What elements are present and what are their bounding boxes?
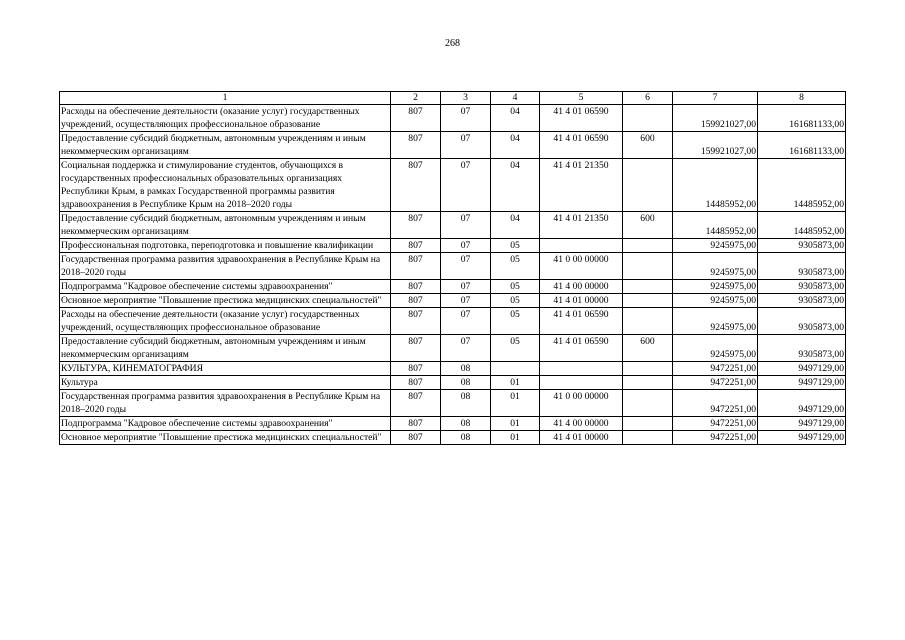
target-code-cell: 41 4 01 00000 [540, 294, 623, 308]
section-code-cell: 07 [441, 335, 491, 362]
section-code-cell: 07 [441, 239, 491, 253]
table-row [60, 362, 846, 376]
amount-year1-cell: 9245975,00 [673, 335, 758, 362]
row-name-cell: Государственная программа развития здравоохранения в Республике Крым на 2018–2020 годы [60, 390, 391, 417]
amount-year2-cell: 9305873,00 [758, 308, 846, 335]
column-number: 7 [673, 92, 758, 105]
row-name-cell: Подпрограмма "Кадровое обеспечение системы здравоохранения" [60, 280, 391, 294]
table-row [60, 335, 846, 362]
section-code-cell: 08 [441, 417, 491, 431]
glav-code-cell: 807 [391, 280, 441, 294]
subsection-code-cell: 04 [491, 212, 540, 239]
section-code-cell: 07 [441, 212, 491, 239]
subsection-code-cell: 04 [491, 132, 540, 159]
table-row [60, 431, 846, 445]
glav-code-cell: 807 [391, 294, 441, 308]
expense-type-cell [623, 294, 673, 308]
row-name-cell: Подпрограмма "Кадровое обеспечение системы здравоохранения" [60, 417, 391, 431]
amount-year2-cell: 9305873,00 [758, 239, 846, 253]
target-code-cell: 41 4 00 00000 [540, 417, 623, 431]
glav-code-cell: 807 [391, 239, 441, 253]
target-code-cell: 41 4 01 06590 [540, 105, 623, 132]
section-code-cell: 07 [441, 105, 491, 132]
amount-year1-cell: 9245975,00 [673, 280, 758, 294]
expense-type-cell: 600 [623, 212, 673, 239]
amount-year2-cell: 161681133,00 [758, 132, 846, 159]
target-code-cell: 41 0 00 00000 [540, 390, 623, 417]
table-row [60, 376, 846, 390]
page-number: 268 [445, 38, 460, 49]
amount-year2-cell: 161681133,00 [758, 105, 846, 132]
row-name-cell: Социальная поддержка и стимулирование студентов, обучающихся в государственных профессиональных образовательных организациях Республики Крым, в рамках Государственной программы развития здравоохранения в Республике Крым на 2018–2020 годы [60, 159, 391, 212]
glav-code-cell: 807 [391, 431, 441, 445]
table-row [60, 253, 846, 280]
row-name-cell: Культура [60, 376, 391, 390]
amount-year2-cell: 9497129,00 [758, 417, 846, 431]
section-code-cell: 08 [441, 431, 491, 445]
amount-year1-cell: 9472251,00 [673, 417, 758, 431]
subsection-code-cell: 05 [491, 308, 540, 335]
glav-code-cell: 807 [391, 390, 441, 417]
table-row [60, 390, 846, 417]
amount-year1-cell: 14485952,00 [673, 212, 758, 239]
row-name-cell: Предоставление субсидий бюджетным, автономным учреждениям и иным некоммерческим организациям [60, 132, 391, 159]
amount-year2-cell: 9305873,00 [758, 294, 846, 308]
amount-year2-cell: 9497129,00 [758, 390, 846, 417]
section-code-cell: 08 [441, 390, 491, 417]
amount-year2-cell: 9497129,00 [758, 431, 846, 445]
subsection-code-cell: 01 [491, 376, 540, 390]
budget-table [59, 91, 846, 445]
expense-type-cell [623, 417, 673, 431]
target-code-cell [540, 239, 623, 253]
amount-year2-cell: 9497129,00 [758, 376, 846, 390]
row-name-cell: Расходы на обеспечение деятельности (оказание услуг) государственных учреждений, осуществляющих профессиональное образование [60, 308, 391, 335]
target-code-cell: 41 4 01 21350 [540, 212, 623, 239]
glav-code-cell: 807 [391, 105, 441, 132]
column-number-row [60, 92, 846, 105]
section-code-cell: 07 [441, 294, 491, 308]
glav-code-cell: 807 [391, 132, 441, 159]
amount-year1-cell: 14485952,00 [673, 159, 758, 212]
target-code-cell: 41 0 00 00000 [540, 253, 623, 280]
subsection-code-cell: 05 [491, 294, 540, 308]
row-name-cell: Предоставление субсидий бюджетным, автономным учреждениям и иным некоммерческим организациям [60, 335, 391, 362]
amount-year2-cell: 9305873,00 [758, 335, 846, 362]
expense-type-cell [623, 253, 673, 280]
expense-type-cell: 600 [623, 132, 673, 159]
glav-code-cell: 807 [391, 335, 441, 362]
amount-year1-cell: 159921027,00 [673, 132, 758, 159]
section-code-cell: 07 [441, 308, 491, 335]
subsection-code-cell: 05 [491, 280, 540, 294]
subsection-code-cell: 04 [491, 159, 540, 212]
amount-year2-cell: 9305873,00 [758, 253, 846, 280]
expense-type-cell: 600 [623, 335, 673, 362]
subsection-code-cell: 01 [491, 417, 540, 431]
column-number: 5 [540, 92, 623, 105]
amount-year2-cell: 9497129,00 [758, 362, 846, 376]
glav-code-cell: 807 [391, 159, 441, 212]
subsection-code-cell: 05 [491, 253, 540, 280]
amount-year1-cell: 9245975,00 [673, 308, 758, 335]
target-code-cell: 41 4 01 00000 [540, 431, 623, 445]
expense-type-cell [623, 159, 673, 212]
subsection-code-cell: 04 [491, 105, 540, 132]
section-code-cell: 07 [441, 280, 491, 294]
table-row [60, 294, 846, 308]
subsection-code-cell: 01 [491, 431, 540, 445]
amount-year1-cell: 9472251,00 [673, 431, 758, 445]
amount-year1-cell: 9245975,00 [673, 239, 758, 253]
section-code-cell: 08 [441, 376, 491, 390]
section-code-cell: 07 [441, 253, 491, 280]
section-code-cell: 07 [441, 132, 491, 159]
table-row [60, 212, 846, 239]
column-number: 4 [491, 92, 540, 105]
row-name-cell: Профессиональная подготовка, переподготовка и повышение квалификации [60, 239, 391, 253]
subsection-code-cell [491, 362, 540, 376]
target-code-cell: 41 4 01 06590 [540, 132, 623, 159]
glav-code-cell: 807 [391, 212, 441, 239]
table-row [60, 280, 846, 294]
target-code-cell: 41 4 01 21350 [540, 159, 623, 212]
amount-year2-cell: 14485952,00 [758, 159, 846, 212]
glav-code-cell: 807 [391, 376, 441, 390]
column-number: 1 [60, 92, 391, 105]
expense-type-cell [623, 280, 673, 294]
expense-type-cell [623, 376, 673, 390]
expense-type-cell [623, 362, 673, 376]
subsection-code-cell: 05 [491, 335, 540, 362]
amount-year1-cell: 9472251,00 [673, 362, 758, 376]
expense-type-cell [623, 105, 673, 132]
glav-code-cell: 807 [391, 417, 441, 431]
section-code-cell: 07 [441, 159, 491, 212]
glav-code-cell: 807 [391, 362, 441, 376]
target-code-cell [540, 376, 623, 390]
target-code-cell [540, 362, 623, 376]
row-name-cell: Основное мероприятие "Повышение престижа медицинских специальностей" [60, 294, 391, 308]
table-row [60, 105, 846, 132]
column-number: 8 [758, 92, 846, 105]
expense-type-cell [623, 390, 673, 417]
column-number: 2 [391, 92, 441, 105]
section-code-cell: 08 [441, 362, 491, 376]
row-name-cell: Предоставление субсидий бюджетным, автономным учреждениям и иным некоммерческим организациям [60, 212, 391, 239]
target-code-cell: 41 4 00 00000 [540, 280, 623, 294]
table-row [60, 239, 846, 253]
subsection-code-cell: 05 [491, 239, 540, 253]
glav-code-cell: 807 [391, 253, 441, 280]
row-name-cell: КУЛЬТУРА, КИНЕМАТОГРАФИЯ [60, 362, 391, 376]
amount-year1-cell: 9472251,00 [673, 376, 758, 390]
subsection-code-cell: 01 [491, 390, 540, 417]
table-row [60, 417, 846, 431]
amount-year1-cell: 9245975,00 [673, 294, 758, 308]
glav-code-cell: 807 [391, 308, 441, 335]
table-row [60, 159, 846, 212]
table-row [60, 132, 846, 159]
row-name-cell: Основное мероприятие "Повышение престижа медицинских специальностей" [60, 431, 391, 445]
expense-type-cell [623, 431, 673, 445]
column-number: 6 [623, 92, 673, 105]
row-name-cell: Расходы на обеспечение деятельности (оказание услуг) государственных учреждений, осуществляющих профессиональное образование [60, 105, 391, 132]
amount-year1-cell: 9472251,00 [673, 390, 758, 417]
column-number: 3 [441, 92, 491, 105]
table-body [60, 92, 846, 445]
target-code-cell: 41 4 01 06590 [540, 335, 623, 362]
amount-year1-cell: 159921027,00 [673, 105, 758, 132]
amount-year2-cell: 9305873,00 [758, 280, 846, 294]
table-row [60, 308, 846, 335]
amount-year1-cell: 9245975,00 [673, 253, 758, 280]
target-code-cell: 41 4 01 06590 [540, 308, 623, 335]
expense-type-cell [623, 308, 673, 335]
row-name-cell: Государственная программа развития здравоохранения в Республике Крым на 2018–2020 годы [60, 253, 391, 280]
expense-type-cell [623, 239, 673, 253]
amount-year2-cell: 14485952,00 [758, 212, 846, 239]
